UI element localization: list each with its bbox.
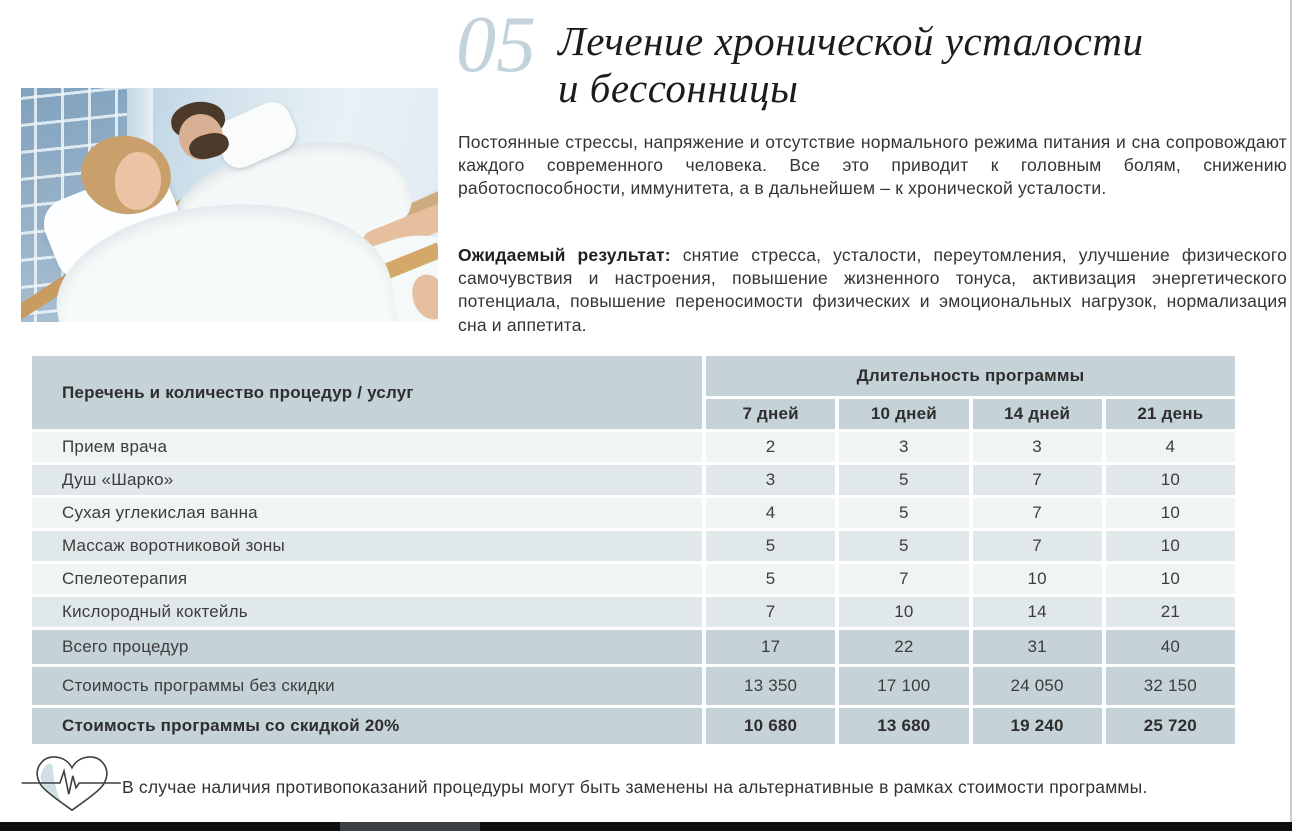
- table-cell-value: 4: [1106, 432, 1235, 462]
- table-cell-value: 32 150: [1106, 667, 1235, 705]
- table-row-label: Массаж воротниковой зоны: [32, 531, 702, 561]
- table-header-10-days: 10 дней: [839, 399, 968, 429]
- page-bottom-bar: [0, 822, 1292, 831]
- expected-result-label: Ожидаемый результат:: [458, 245, 671, 265]
- table-cell-value: 10: [1106, 564, 1235, 594]
- table-cell-value: 22: [839, 630, 968, 664]
- table-cell-value: 7: [973, 465, 1102, 495]
- table-cell-value: 3: [706, 465, 835, 495]
- table-cell-value: 10: [1106, 465, 1235, 495]
- table-cell-value: 10: [839, 597, 968, 627]
- table-cell-value: 25 720: [1106, 708, 1235, 744]
- table-cell-value: 21: [1106, 597, 1235, 627]
- table-header-21-days: 21 день: [1106, 399, 1235, 429]
- table-cell-value: 10: [973, 564, 1102, 594]
- table-cell-value: 7: [706, 597, 835, 627]
- table-header-services: Перечень и количество процедур / услуг: [32, 356, 702, 429]
- table-cell-value: 7: [973, 531, 1102, 561]
- table-cell-value: 3: [839, 432, 968, 462]
- table-header-14-days: 14 дней: [973, 399, 1102, 429]
- table-cell-value: 17 100: [839, 667, 968, 705]
- table-cell-value: 24 050: [973, 667, 1102, 705]
- table-row-label: Прием врача: [32, 432, 702, 462]
- table-cell-value: 3: [973, 432, 1102, 462]
- page-title-line2: и бессонницы: [558, 65, 799, 111]
- table-cell-value: 10: [1106, 531, 1235, 561]
- table-row-label: Стоимость программы со скидкой 20%: [32, 708, 702, 744]
- table-cell-value: 5: [706, 531, 835, 561]
- table-cell-value: 7: [973, 498, 1102, 528]
- table-row-label: Душ «Шарко»: [32, 465, 702, 495]
- table-cell-value: 40: [1106, 630, 1235, 664]
- table-cell-value: 17: [706, 630, 835, 664]
- page-title: [558, 18, 1143, 112]
- hero-photo: [21, 88, 438, 322]
- footnote-text: В случае наличия противопоказаний процедуры могут быть заменены на альтернативные в рамках стоимости программы.: [122, 777, 1148, 797]
- table-cell-value: 14: [973, 597, 1102, 627]
- intro-paragraph: Постоянные стрессы, напряжение и отсутствие нормального режима питания и сна сопровождают каждого современного человека. Все это приводит к головным болям, снижению работоспособности, иммунитета, а в дальнейшем – к хронической усталости.: [458, 132, 1287, 199]
- table-row-label: Стоимость программы без скидки: [32, 667, 702, 705]
- expected-result-paragraph: [458, 244, 1287, 337]
- table-cell-value: 10 680: [706, 708, 835, 744]
- table-cell-value: 13 680: [839, 708, 968, 744]
- table-cell-value: 2: [706, 432, 835, 462]
- table-cell-value: 5: [839, 465, 968, 495]
- table-row-label: Всего процедур: [32, 630, 702, 664]
- table-header-duration-group: Длительность программы: [706, 356, 1235, 396]
- heart-ecg-icon: [20, 750, 124, 821]
- program-table: [32, 356, 1235, 744]
- table-cell-value: 5: [839, 531, 968, 561]
- page-bottom-bar-segment: [340, 822, 480, 831]
- table-cell-value: 7: [839, 564, 968, 594]
- table-cell-value: 4: [706, 498, 835, 528]
- table-row-label: Кислородный коктейль: [32, 597, 702, 627]
- table-cell-value: 5: [839, 498, 968, 528]
- table-cell-value: 19 240: [973, 708, 1102, 744]
- table-cell-value: 10: [1106, 498, 1235, 528]
- table-cell-value: 13 350: [706, 667, 835, 705]
- table-cell-value: 5: [706, 564, 835, 594]
- expected-result-text: снятие стресса, усталости, переутомления, улучшение физического самочувствия и настроения, повышение жизненного тонуса, активизация энергетического потенциала, повышение переносимости физических и эмоциональных нагрузок, нормализация сна и аппетита.: [458, 245, 1287, 335]
- page-title-line1: Лечение хронической усталости: [558, 18, 1144, 64]
- table-row-label: Сухая углекислая ванна: [32, 498, 702, 528]
- table-cell-value: 31: [973, 630, 1102, 664]
- table-header-7-days: 7 дней: [706, 399, 835, 429]
- page-number: 05: [456, 1, 536, 89]
- table-row-label: Спелеотерапия: [32, 564, 702, 594]
